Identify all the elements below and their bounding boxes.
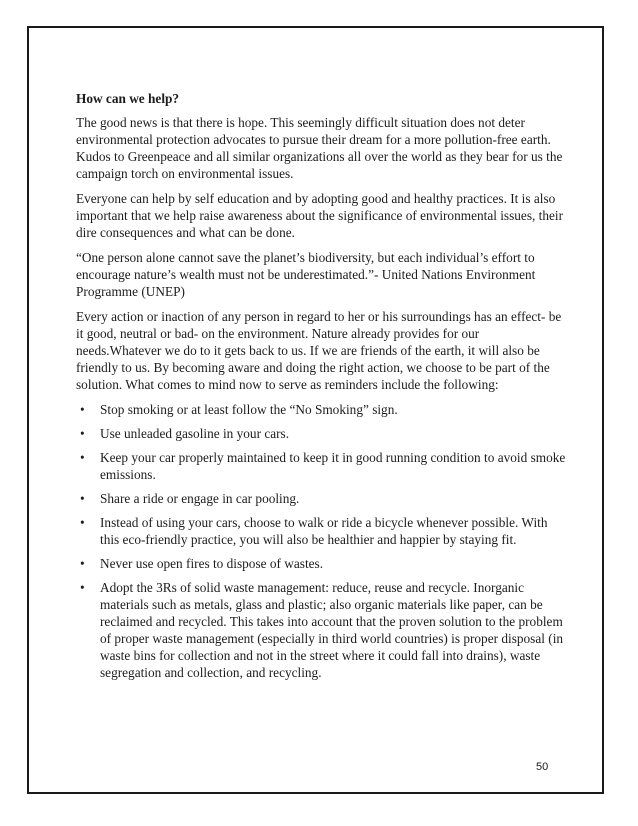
- list-item-text: Keep your car properly maintained to keep it in good running condition to avoid smoke emissions.: [100, 450, 566, 482]
- bullet-icon: •: [80, 450, 85, 465]
- list-item-text: Never use open fires to dispose of wastes.: [100, 556, 324, 571]
- list-item: [76, 579, 566, 681]
- paragraph-unep-quote: “One person alone cannot save the planet’s biodiversity, but each individual’s effort to encourage nature’s wealth must not be underestimated.”- United Nations Environment Programme (UNEP): [76, 250, 536, 299]
- bullet-icon: •: [80, 515, 85, 530]
- list-item-text: Use unleaded gasoline in your cars.: [100, 426, 290, 441]
- list-item: [76, 425, 566, 442]
- list-item-text: Adopt the 3Rs of solid waste management: reduce, reuse and recycle. Inorganic materials such as metals, glass and plastic; also organic materials like paper, can be reclaimed and recycled. This takes into account that the proven solution to the problem of proper waste management (especially in third world countries) is proper disposal (in waste bins for collection and not in the street where it could fall into drains), waste segregation and collection, and recycling.: [100, 580, 564, 680]
- bullet-icon: •: [80, 580, 85, 595]
- bullet-icon: •: [80, 426, 85, 441]
- bullet-icon: •: [80, 491, 85, 506]
- paragraph-every-action: Every action or inaction of any person in regard to her or his surroundings has an effect- be it good, neutral or bad- on the environment. Nature already provides for our needs.Whatever we do to it gets back to us. If we are friends of the earth, it will also be friendly to us. By becoming aware and doing the right action, we choose to be part of the solution. What comes to mind now to serve as reminders include the following:: [76, 309, 562, 392]
- list-item-text: Stop smoking or at least follow the “No Smoking” sign.: [100, 402, 398, 417]
- document-body: [76, 90, 566, 688]
- section-heading: How can we help?: [76, 91, 180, 106]
- list-item: [76, 514, 566, 548]
- paragraph-hope: The good news is that there is hope. This seemingly difficult situation does not deter environmental protection advocates to pursue their dream for a more pollution-free earth. Kudos to Greenpeace and all similar organizations all over the world as they bear for us the campaign torch on environmental issues.: [76, 115, 563, 181]
- list-item-text: Share a ride or engage in car pooling.: [100, 491, 300, 506]
- reminders-list: [76, 401, 566, 681]
- list-item: [76, 555, 566, 572]
- list-item-text: Instead of using your cars, choose to walk or ride a bicycle whenever possible. With this eco-friendly practice, you will also be healthier and happier by staying fit.: [100, 515, 548, 547]
- list-item: [76, 490, 566, 507]
- bullet-icon: •: [80, 402, 85, 417]
- list-item: [76, 401, 566, 418]
- paragraph-everyone-can-help: Everyone can help by self education and by adopting good and healthy practices. It is also important that we help raise awareness about the significance of environmental issues, their dire consequences and what can be done.: [76, 191, 564, 240]
- bullet-icon: •: [80, 556, 85, 571]
- list-item: [76, 449, 566, 483]
- page-number: 50: [536, 761, 549, 773]
